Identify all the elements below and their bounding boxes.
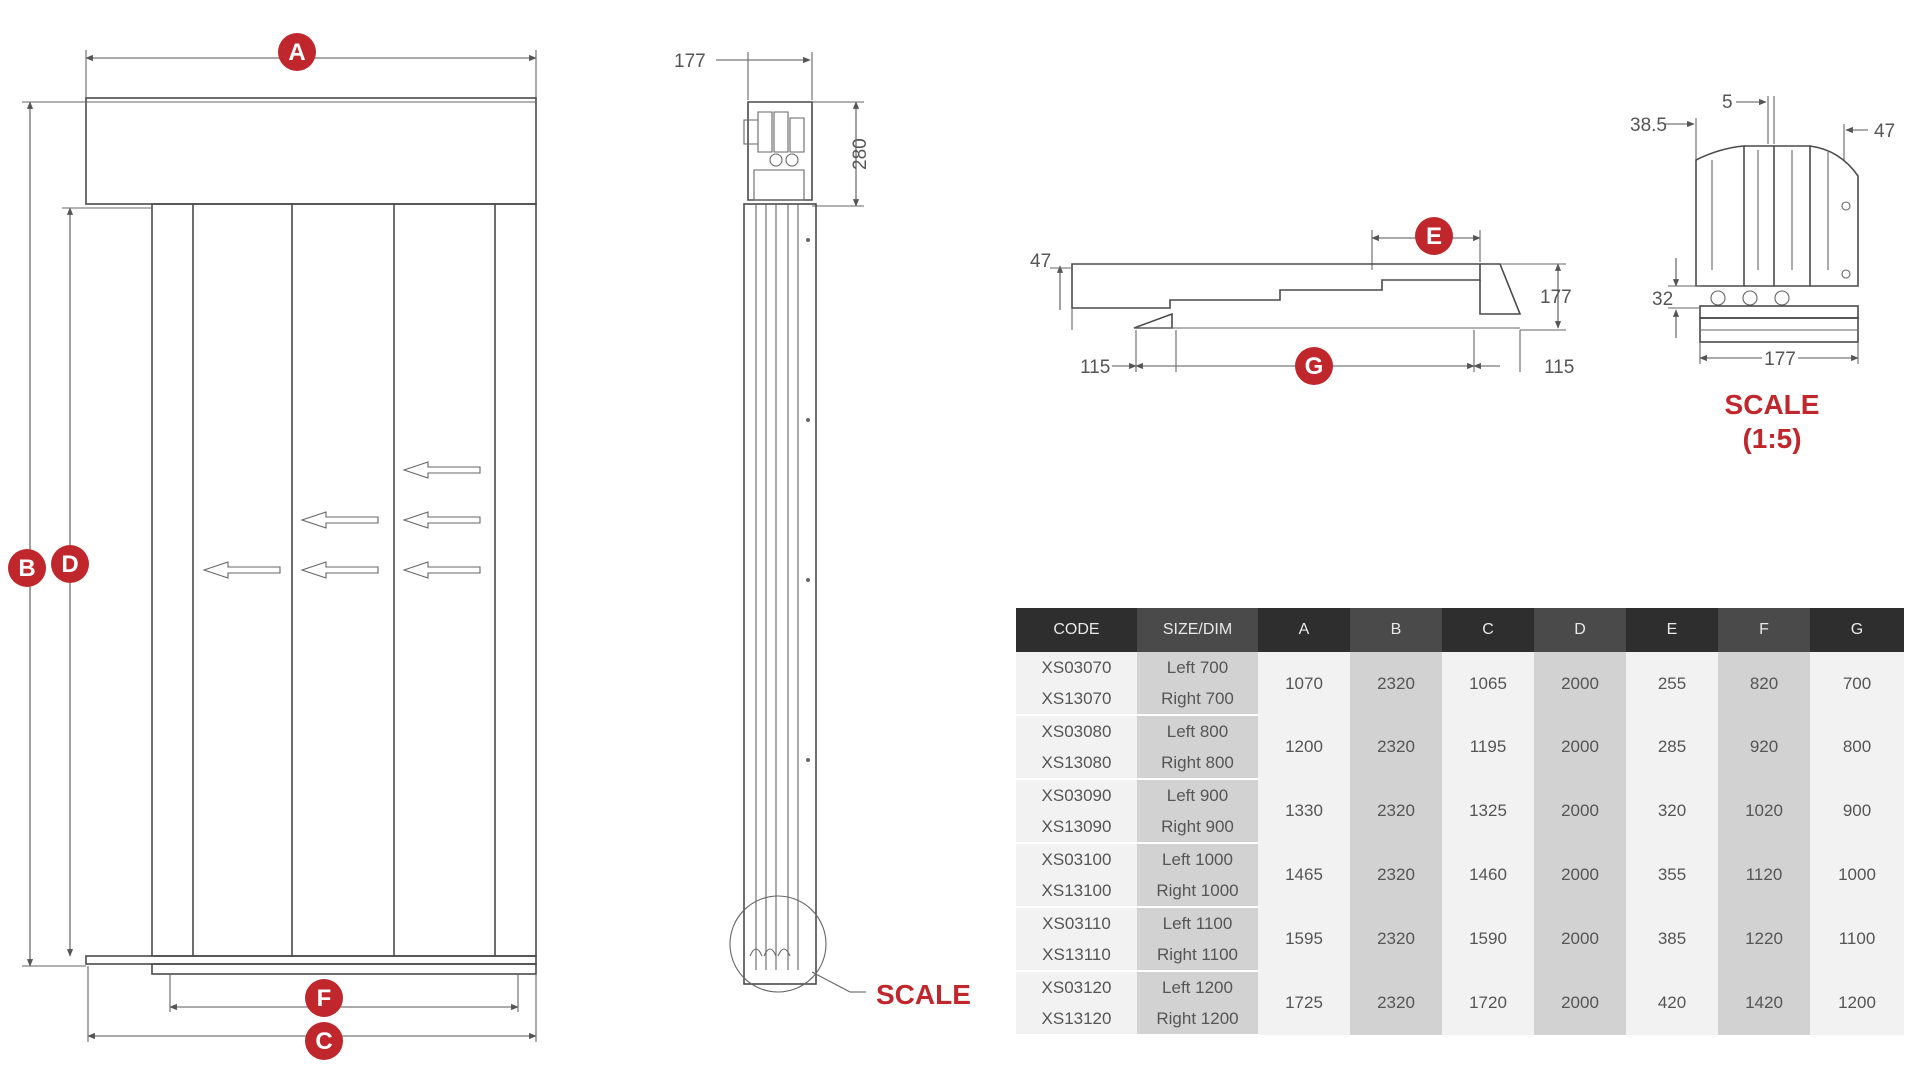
cell-a: 1465: [1258, 843, 1350, 907]
cell-f: 920: [1718, 715, 1810, 779]
badge-c: [305, 1022, 343, 1060]
cell-c: 1065: [1442, 652, 1534, 715]
cell-code: XS03120: [1016, 971, 1137, 1003]
cell-d: 2000: [1534, 843, 1626, 907]
cell-size: Left 700: [1137, 652, 1258, 683]
cell-d: 2000: [1534, 779, 1626, 843]
cell-b: 2320: [1350, 843, 1442, 907]
side-height-label: 280: [850, 138, 871, 170]
cell-a: 1070: [1258, 652, 1350, 715]
cell-code: XS13070: [1016, 683, 1137, 715]
header-size-dim: SIZE/DIM: [1137, 608, 1258, 652]
cell-f: 1220: [1718, 907, 1810, 971]
cell-d: 2000: [1534, 907, 1626, 971]
cell-g: 1200: [1810, 971, 1904, 1035]
svg-text:G: G: [1304, 353, 1324, 380]
cell-a: 1725: [1258, 971, 1350, 1035]
detail-scale-label-line2: (1:5): [1742, 423, 1802, 454]
detail-view: [1630, 92, 1895, 454]
cell-b: 2320: [1350, 715, 1442, 779]
cell-code: XS03090: [1016, 779, 1137, 811]
header-f: F: [1718, 608, 1810, 652]
cell-code: XS03100: [1016, 843, 1137, 875]
table-header-row: [1016, 608, 1904, 652]
badge-e: [1415, 217, 1453, 255]
cell-a: 1200: [1258, 715, 1350, 779]
detail-height-label: 32: [1652, 289, 1674, 310]
cell-g: 800: [1810, 715, 1904, 779]
header-g: G: [1810, 608, 1904, 652]
cell-g: 1000: [1810, 843, 1904, 907]
svg-text:D: D: [61, 551, 79, 578]
svg-text:F: F: [316, 985, 332, 1012]
plan-view: [1030, 217, 1574, 385]
cell-size: Left 800: [1137, 715, 1258, 747]
cell-e: 355: [1626, 843, 1718, 907]
cell-g: 900: [1810, 779, 1904, 843]
cell-f: 1020: [1718, 779, 1810, 843]
cell-size: Right 800: [1137, 747, 1258, 779]
detail-left-label: 38.5: [1630, 115, 1667, 136]
cell-f: 1420: [1718, 971, 1810, 1035]
cell-b: 2320: [1350, 971, 1442, 1035]
plan-right-height-label: 177: [1540, 287, 1572, 308]
cell-code: XS13110: [1016, 939, 1137, 971]
cell-f: 1120: [1718, 843, 1810, 907]
cell-size: Right 900: [1137, 811, 1258, 843]
plan-left-offset-label: 47: [1030, 251, 1052, 272]
cell-size: Left 900: [1137, 779, 1258, 811]
side-section: [674, 51, 971, 1010]
cell-code: XS03080: [1016, 715, 1137, 747]
cell-e: 255: [1626, 652, 1718, 715]
table-row: [1016, 652, 1904, 683]
cell-code: XS13090: [1016, 811, 1137, 843]
cell-g: 700: [1810, 652, 1904, 715]
opening-arrows: [204, 462, 480, 578]
header-a: A: [1258, 608, 1350, 652]
table-row: [1016, 715, 1904, 747]
header-e: E: [1626, 608, 1718, 652]
door-panels: [152, 204, 536, 956]
cell-d: 2000: [1534, 652, 1626, 715]
cell-code: XS03110: [1016, 907, 1137, 939]
cell-size: Left 1100: [1137, 907, 1258, 939]
cell-e: 385: [1626, 907, 1718, 971]
detail-gap-label: 5: [1722, 92, 1733, 113]
cell-f: 820: [1718, 652, 1810, 715]
header-c: C: [1442, 608, 1534, 652]
detail-right-label: 47: [1874, 121, 1896, 142]
table-row: [1016, 843, 1904, 875]
header-b: B: [1350, 608, 1442, 652]
cell-c: 1325: [1442, 779, 1534, 843]
cell-c: 1720: [1442, 971, 1534, 1035]
cell-size: Right 1200: [1137, 1003, 1258, 1035]
badge-f: [305, 979, 343, 1017]
header-code: CODE: [1016, 608, 1137, 652]
badge-a: [278, 33, 316, 71]
svg-text:B: B: [18, 555, 36, 582]
table-row: [1016, 971, 1904, 1003]
cell-a: 1330: [1258, 779, 1350, 843]
cell-b: 2320: [1350, 779, 1442, 843]
cell-code: XS13100: [1016, 875, 1137, 907]
cell-g: 1100: [1810, 907, 1904, 971]
table-row: [1016, 907, 1904, 939]
badge-g: [1295, 347, 1333, 385]
cell-e: 320: [1626, 779, 1718, 843]
cell-e: 420: [1626, 971, 1718, 1035]
spec-table: [1016, 608, 1904, 1036]
cell-size: Right 1000: [1137, 875, 1258, 907]
cell-size: Left 1200: [1137, 971, 1258, 1003]
detail-scale-label-line1: SCALE: [1724, 389, 1820, 420]
svg-text:A: A: [288, 39, 306, 66]
side-width-label: 177: [674, 51, 706, 72]
front-elevation: [8, 33, 536, 1060]
cell-c: 1590: [1442, 907, 1534, 971]
cell-code: XS03070: [1016, 652, 1137, 683]
cell-d: 2000: [1534, 971, 1626, 1035]
sill: [86, 956, 536, 964]
cell-code: XS13080: [1016, 747, 1137, 779]
header-d: D: [1534, 608, 1626, 652]
cell-b: 2320: [1350, 652, 1442, 715]
plan-left-margin-label: 115: [1080, 357, 1111, 378]
cell-size: Right 1100: [1137, 939, 1258, 971]
badge-b: [8, 549, 46, 587]
detail-width-label: 177: [1764, 349, 1796, 370]
cell-d: 2000: [1534, 715, 1626, 779]
table-row: [1016, 779, 1904, 811]
cell-c: 1460: [1442, 843, 1534, 907]
svg-text:C: C: [315, 1028, 333, 1055]
cell-a: 1595: [1258, 907, 1350, 971]
cell-size: Left 1000: [1137, 843, 1258, 875]
cell-code: XS13120: [1016, 1003, 1137, 1035]
cell-size: Right 700: [1137, 683, 1258, 715]
header-transom: [86, 98, 536, 204]
svg-text:E: E: [1425, 223, 1443, 250]
plan-right-margin-label: 115: [1544, 357, 1575, 378]
side-scale-label: SCALE: [876, 979, 971, 1010]
badge-d: [51, 545, 89, 583]
cell-c: 1195: [1442, 715, 1534, 779]
cell-e: 285: [1626, 715, 1718, 779]
cell-b: 2320: [1350, 907, 1442, 971]
